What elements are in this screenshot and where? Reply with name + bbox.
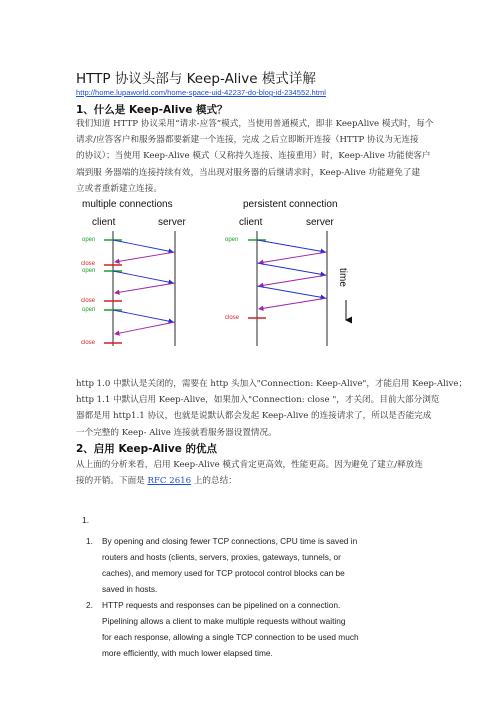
list-item-line: saved in hosts. (102, 583, 158, 594)
list-item-number: 2. (86, 600, 93, 610)
list-item-line: Pipelining allows a client to make multiple requests without waiting (102, 615, 346, 626)
rfc-2616-link[interactable]: RFC 2616 (147, 476, 192, 487)
right-server-label: server (306, 217, 334, 228)
list-item-line: By opening and closing fewer TCP connections, CPU time is saved in (102, 536, 358, 546)
text-line: 一个完整的 Keep- Alive 连接就看服务器设置情况。 (76, 427, 277, 438)
list-item-number: 1. (86, 536, 93, 546)
time-label: time (337, 268, 348, 287)
text-line: 我们知道 HTTP 协议采用“请求-应答”模式，当使用普通模式，即非 KeepAlive 模式时，每个 (76, 119, 434, 129)
right-diagram-title: persistent connection (243, 199, 338, 210)
left-diagram-title: multiple connections (82, 199, 173, 210)
close-label: close (81, 261, 96, 267)
keepalive-connection-diagram (76, 196, 376, 372)
list-item-line: caches), and memory used for TCP protocol control blocks can be (102, 567, 345, 578)
text-line: 的协议）；当使用 Keep-Alive 模式（又称持久连接、连接重用）时，Keep-Alive 功能使客户 (76, 151, 431, 162)
left-server-label: server (158, 217, 186, 228)
section-1-followup-paragraph (76, 376, 468, 441)
list-item (86, 598, 402, 662)
close-label: close (81, 340, 96, 346)
text-line (76, 473, 426, 489)
open-label: open (82, 237, 96, 243)
response-arrow (115, 252, 175, 262)
response-arrow (115, 283, 175, 293)
list-item-line: more efficiently, with much lower elapsed time. (102, 647, 273, 658)
section-1-paragraph (76, 116, 434, 197)
outer-list-number: 1. (82, 515, 90, 525)
text-line: 立或者重新建立连接。 (76, 183, 162, 194)
list-item-line: HTTP requests and responses can be pipelined on a connection. (102, 600, 341, 610)
request-arrow (113, 310, 173, 322)
list-item-line: for each response, allowing a single TCP connection to be used much (102, 631, 359, 642)
response-arrow (259, 298, 327, 309)
close-label: close (225, 315, 240, 321)
text-line: http 1.0 中默认是关闭的，需要在 http 头加入"Connection: Keep-Alive"，才能启用 Keep-Alive； (76, 379, 468, 389)
list-item (86, 534, 402, 598)
response-arrow (259, 275, 327, 286)
section-heading-2: 2、启用 Keep-Alive 的优点 (76, 443, 217, 455)
text-fragment: 上的总结： (191, 476, 237, 487)
text-line: 端到服 务器端的连接持续有效，当出现对服务器的后继请求时，Keep-Alive 功能避免了建 (76, 167, 421, 178)
left-client-label: client (92, 217, 116, 228)
text-line: 请求/应答客户和服务器都要新建一个连接，完成 之后立即断开连接（HTTP 协议为无连接 (76, 135, 419, 146)
section-2-paragraph (76, 457, 426, 489)
section-heading-1: 1、什么是 Keep-Alive 模式？ (76, 104, 228, 116)
open-label: open (225, 237, 239, 243)
source-link[interactable]: http://home.lupaworld.com/home-space-uid-42237-do-blog-id-234552.html (76, 88, 326, 97)
page-title: HTTP 协议头部与 Keep-Alive 模式详解 (76, 71, 316, 87)
response-arrow (259, 252, 327, 263)
list-item-line: routers and hosts (clients, servers, proxies, gateways, tunnels, or (102, 551, 341, 562)
request-arrow (113, 271, 173, 283)
text-fragment: 接的开销。下面是 (76, 476, 148, 487)
text-line: http 1.1 中默认启用 Keep-Alive，如果加入"Connection: close "，才关闭。目前大部分浏览 (76, 395, 440, 406)
close-label: close (81, 298, 96, 304)
open-label: open (82, 307, 96, 313)
right-client-label: client (239, 217, 263, 228)
request-arrow (257, 286, 325, 298)
response-arrow (115, 322, 175, 334)
open-label: open (82, 268, 96, 274)
request-arrow (113, 240, 173, 252)
text-line: 器都是用 http1.1 协议，也就是说默认都会发起 Keep-Alive 的连接请求了，所以是否能完成 (76, 411, 432, 422)
request-arrow (257, 263, 325, 275)
request-arrow (257, 240, 325, 252)
text-line: 从上面的分析来看，启用 Keep-Alive 模式肯定更高效，性能更高。因为避免了建立/释放连 (76, 460, 423, 470)
